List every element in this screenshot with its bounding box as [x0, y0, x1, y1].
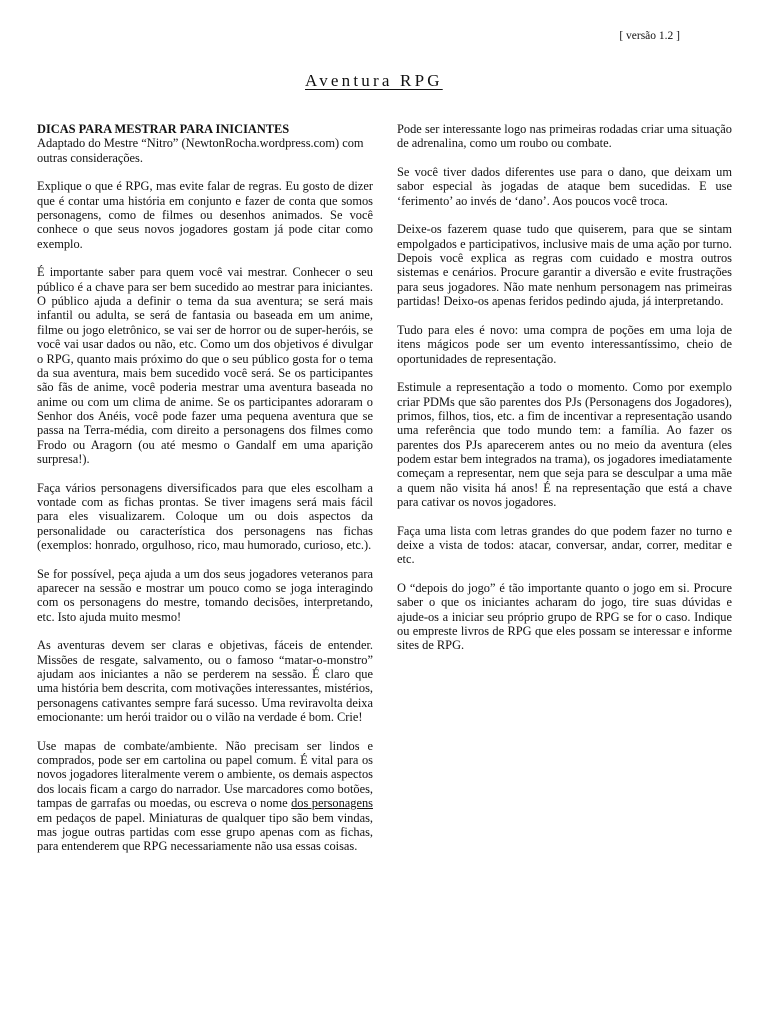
right-column — [397, 122, 732, 667]
paragraph: Tudo para eles é novo: uma compra de poções em uma loja de itens mágicos pode ser um evento interessantíssimo, cheio de oportunidades de representação. — [397, 322, 732, 366]
section-heading: DICAS PARA MESTRAR PARA INICIANTES — [37, 122, 290, 136]
paragraph: Pode ser interessante logo nas primeiras rodadas criar uma situação de adrenalina, como um roubo ou combate. — [397, 122, 732, 151]
paragraph: Faça uma lista com letras grandes do que podem fazer no turno e deixe a vista de todos: atacar, conversar, andar, correr, meditar e etc. — [397, 523, 732, 567]
document-title: Aventura RPG — [305, 71, 443, 90]
underlined-text: dos personagens — [291, 796, 373, 811]
intro-text: Adaptado do Mestre “Nitro” (NewtonRocha.wordpress.com) com outras considerações. — [37, 136, 364, 165]
paragraph-maps — [37, 739, 373, 854]
paragraph: Se você tiver dados diferentes use para o dano, que deixam um sabor especial às jogadas de ataque bem sucedidas. E use ‘ferimento’ ao invés de ‘dano’. Aos poucos você troca. — [397, 165, 732, 208]
left-column — [37, 122, 373, 868]
paragraph: É importante saber para quem você vai mestrar. Conhecer o seu público é a chave para ser bem sucedido ao mestrar para iniciantes. O público ajuda a definir o tema da sua aventura; se será mais infantil ou adulta, se será de fantasia ou baseada em um anime, filme ou jogo eletrônico, se vai ser de horror ou de super-heróis, se você vai usar dados ou não, etc. Como um dos objetivos é divulgar o RPG, quanto mais próximo do que o seu público gosta for o tema da sua aventura, mais bem sucedido você será. Se os participantes são fãs de anime, você poderia mestrar uma aventura baseada no anime ou com um clima de anime. Se os participantes adoraram o Senhor dos Anéis, você pode fazer uma pequena aventura que se passa na Terra-média, com direito a personagens dos filmes como Frodo ou Aragorn (ou até mesmo o Gandalf em uma aparição surpresa!). — [37, 265, 373, 466]
paragraph-part: Use mapas de combate/ambiente. Não precisam ser lindos e comprados, pode ser em cartolina ou papel comum. É vital para os novos jogadores literalmente verem o ambiente, os demais aspectos dos locais ficam a cargo do narrador. Use marcadores como botões, tampas de garrafas ou moedas, ou escreva o nome — [37, 738, 373, 811]
paragraph: Estimule a representação a todo o momento. Como por exemplo criar PDMs que são parentes dos PJs (Personagens dos Jogadores), primos, filhos, tios, etc. a fim de incentivar a representação usando uma referência que todo mundo tem: a família. Ao fazer os parentes dos PJs aparecerem antes ou no meio da aventura (eles podem estar bem integrados na trama), os jogadores imediatamente começam a representar, nem que seja para se desculpar a uma mãe a quem não visita há anos! É na representação que está a chave para cativar os novos jogadores. — [397, 380, 732, 509]
paragraph: Explique o que é RPG, mas evite falar de regras. Eu gosto de dizer que é contar uma história em conjunto e fazer de conta que somos personagens, como de filmes ou desenhos animados. Se você conhece o que seus novos jogadores gostam já pode citar como exemplo. — [37, 179, 373, 251]
intro-block — [37, 122, 373, 165]
paragraph: As aventuras devem ser claras e objetivas, fáceis de entender. Missões de resgate, salvamento, ou o famoso “matar-o-monstro” ajudam aos iniciantes a não se perderem na sessão. É claro que uma história bem descrita, com motivações interessantes, mistérios, personagens cativantes sempre fará sucesso. Uma reviravolta deixa emocionante: um herói traidor ou o vilão na verdade é bom. Crie! — [37, 638, 373, 725]
version-label: [ versão 1.2 ] — [619, 30, 680, 42]
paragraph: Deixe-os fazerem quase tudo que quiserem, para que se sintam empolgados e participativos, inclusive mais de uma ação por turno. Depois você explica as regras com cuidado e mostra outros sistemas e cenários. Procure garantir a diversão e evite frustrações para seus jogadores. Não mate nenhum personagem nas primeiras partidas! Deixo-os apenas feridos pedindo ajuda, já interpretando. — [397, 222, 732, 309]
paragraph: O “depois do jogo” é tão importante quanto o jogo em si. Procure saber o que os iniciantes acharam do jogo, tire suas dúvidas e ajude-os a iniciar seu próprio grupo de RPG se for o caso. Indique ou empreste livros de RPG que eles possam se interessar e informe sites de RPG. — [397, 581, 732, 653]
paragraph: Se for possível, peça ajuda a um dos seus jogadores veteranos para aparecer na sessão e mostrar um pouco como se joga interagindo com os personagens do mestre, tomando decisões, interpretando, etc. Isto ajuda muito mesmo! — [37, 566, 373, 624]
paragraph: Faça vários personagens diversificados para que eles escolham a vontade com as fichas prontas. Se tiver imagens será mais fácil para eles visualizarem. Coloque um ou dois aspectos da personalidade ou característica dos personagens nas fichas (exemplos: honrado, orgulhoso, rico, mau humorado, curioso, etc.). — [37, 480, 373, 552]
paragraph-part: em pedaços de papel. Miniaturas de qualquer tipo são bem vindas, mas jogue outras partidas com esse grupo apenas com as fichas, para entenderem que RPG necessariamente não usa essas coisas. — [37, 810, 373, 854]
